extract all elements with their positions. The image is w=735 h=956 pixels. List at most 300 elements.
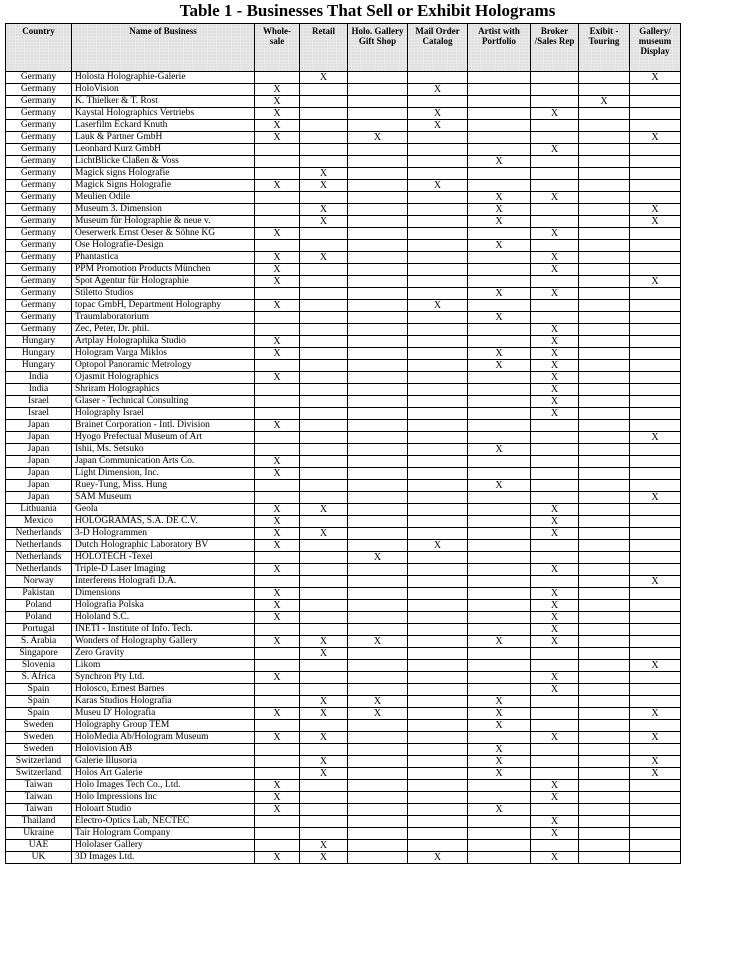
mark-cell: [531, 804, 579, 816]
country-cell: Germany: [6, 276, 72, 288]
mark-cell: [579, 792, 630, 804]
mark-cell: [408, 564, 468, 576]
mark-cell: X: [531, 792, 579, 804]
mark-cell: [408, 372, 468, 384]
mark-cell: [348, 624, 408, 636]
mark-cell: [468, 516, 531, 528]
country-cell: India: [6, 372, 72, 384]
mark-cell: [408, 444, 468, 456]
country-cell: Netherlands: [6, 564, 72, 576]
mark-cell: X: [300, 732, 348, 744]
mark-cell: [579, 72, 630, 84]
mark-cell: X: [348, 636, 408, 648]
table-row: [6, 324, 681, 336]
mark-cell: [300, 384, 348, 396]
mark-cell: [300, 624, 348, 636]
mark-cell: [348, 144, 408, 156]
mark-cell: [579, 756, 630, 768]
table-row: [6, 120, 681, 132]
mark-cell: [408, 492, 468, 504]
mark-cell: [408, 840, 468, 852]
mark-cell: [531, 480, 579, 492]
mark-cell: [579, 732, 630, 744]
mark-cell: [531, 492, 579, 504]
mark-cell: X: [300, 528, 348, 540]
mark-cell: [408, 276, 468, 288]
table-row: [6, 528, 681, 540]
mark-cell: [348, 804, 408, 816]
mark-cell: X: [255, 372, 300, 384]
mark-cell: [579, 252, 630, 264]
business-name-cell: Ojasmit Holographics: [72, 372, 255, 384]
business-name-cell: HOLOTECH -Texel: [72, 552, 255, 564]
country-cell: Switzerland: [6, 756, 72, 768]
country-cell: Japan: [6, 432, 72, 444]
mark-cell: [255, 660, 300, 672]
mark-cell: [408, 156, 468, 168]
mark-cell: [300, 324, 348, 336]
mark-cell: [408, 252, 468, 264]
mark-cell: [579, 840, 630, 852]
table-row: [6, 660, 681, 672]
mark-cell: [531, 168, 579, 180]
mark-cell: [348, 588, 408, 600]
mark-cell: X: [468, 636, 531, 648]
mark-cell: [468, 372, 531, 384]
mark-cell: [468, 132, 531, 144]
mark-cell: [348, 420, 408, 432]
mark-cell: [468, 468, 531, 480]
mark-cell: [579, 276, 630, 288]
mark-cell: [579, 300, 630, 312]
mark-cell: X: [255, 252, 300, 264]
mark-cell: [579, 396, 630, 408]
mark-cell: X: [255, 528, 300, 540]
mark-cell: [630, 396, 681, 408]
mark-cell: X: [255, 852, 300, 864]
mark-cell: [348, 612, 408, 624]
mark-cell: [300, 792, 348, 804]
mark-cell: X: [468, 312, 531, 324]
mark-cell: [630, 408, 681, 420]
mark-cell: [348, 516, 408, 528]
mark-cell: [348, 168, 408, 180]
table-row: [6, 72, 681, 84]
table-row: [6, 540, 681, 552]
mark-cell: [255, 744, 300, 756]
mark-cell: [255, 480, 300, 492]
business-name-cell: Stiletto Studios: [72, 288, 255, 300]
mark-cell: [468, 72, 531, 84]
mark-cell: [348, 108, 408, 120]
mark-cell: [255, 360, 300, 372]
mark-cell: [630, 156, 681, 168]
mark-cell: [531, 444, 579, 456]
mark-cell: [408, 516, 468, 528]
country-cell: Poland: [6, 612, 72, 624]
mark-cell: [630, 600, 681, 612]
business-name-cell: INETI - Institute of Info. Tech.: [72, 624, 255, 636]
business-table: [5, 23, 681, 864]
mark-cell: [348, 288, 408, 300]
mark-cell: [300, 432, 348, 444]
business-name-cell: Glaser - Technical Consulting: [72, 396, 255, 408]
mark-cell: [579, 312, 630, 324]
mark-cell: [348, 432, 408, 444]
mark-cell: X: [255, 348, 300, 360]
mark-cell: [408, 780, 468, 792]
table-row: [6, 648, 681, 660]
mark-cell: [348, 792, 408, 804]
mark-cell: [579, 816, 630, 828]
mark-cell: [630, 180, 681, 192]
mark-cell: X: [348, 552, 408, 564]
mark-cell: [348, 360, 408, 372]
country-cell: Switzerland: [6, 768, 72, 780]
mark-cell: [408, 168, 468, 180]
mark-cell: X: [468, 288, 531, 300]
table-row: [6, 300, 681, 312]
mark-cell: [531, 312, 579, 324]
mark-cell: [531, 576, 579, 588]
mark-cell: [579, 180, 630, 192]
mark-cell: [468, 552, 531, 564]
table-row: [6, 792, 681, 804]
business-name-cell: Traumlaboratorium: [72, 312, 255, 324]
business-name-cell: Laserfilm Eckard Knuth: [72, 120, 255, 132]
mark-cell: [255, 216, 300, 228]
mark-cell: [255, 624, 300, 636]
mark-cell: X: [255, 420, 300, 432]
table-row: [6, 708, 681, 720]
mark-cell: [630, 348, 681, 360]
mark-cell: X: [408, 300, 468, 312]
business-name-cell: Oeserwerk Ernst Oeser & Söhne KG: [72, 228, 255, 240]
mark-cell: [630, 252, 681, 264]
table-row: [6, 624, 681, 636]
mark-cell: [408, 432, 468, 444]
mark-cell: X: [255, 672, 300, 684]
mark-cell: [348, 192, 408, 204]
mark-cell: [300, 480, 348, 492]
mark-cell: [531, 768, 579, 780]
mark-cell: [300, 312, 348, 324]
mark-cell: [630, 780, 681, 792]
mark-cell: [348, 744, 408, 756]
mark-cell: [300, 612, 348, 624]
mark-cell: X: [531, 372, 579, 384]
mark-cell: [348, 396, 408, 408]
table-row: [6, 348, 681, 360]
mark-cell: [579, 372, 630, 384]
mark-cell: [468, 96, 531, 108]
mark-cell: [348, 372, 408, 384]
mark-cell: [468, 612, 531, 624]
mark-cell: [408, 696, 468, 708]
mark-cell: [348, 720, 408, 732]
table-row: [6, 840, 681, 852]
mark-cell: [408, 528, 468, 540]
mark-cell: X: [531, 396, 579, 408]
mark-cell: [468, 276, 531, 288]
mark-cell: [300, 516, 348, 528]
mark-cell: X: [468, 744, 531, 756]
mark-cell: [300, 300, 348, 312]
mark-cell: [408, 624, 468, 636]
mark-cell: [255, 144, 300, 156]
mark-cell: [630, 720, 681, 732]
mark-cell: X: [255, 540, 300, 552]
business-name-cell: Synchron Pty Ltd.: [72, 672, 255, 684]
mark-cell: [408, 648, 468, 660]
table-row: [6, 600, 681, 612]
mark-cell: [579, 228, 630, 240]
business-name-cell: Magick signs Holografie: [72, 168, 255, 180]
mark-cell: [408, 384, 468, 396]
mark-cell: X: [468, 204, 531, 216]
business-name-cell: Hologram Varga Miklos: [72, 348, 255, 360]
mark-cell: [300, 144, 348, 156]
table-row: [6, 672, 681, 684]
mark-cell: X: [630, 660, 681, 672]
mark-cell: [468, 504, 531, 516]
mark-cell: [300, 564, 348, 576]
mark-cell: [300, 120, 348, 132]
mark-cell: X: [630, 276, 681, 288]
mark-cell: X: [300, 180, 348, 192]
business-name-cell: Kaystal Holographics Vertriebs: [72, 108, 255, 120]
business-name-cell: Dimensions: [72, 588, 255, 600]
table-row: [6, 768, 681, 780]
mark-cell: [579, 720, 630, 732]
column-header-mail-order: Mail Order Catalog: [408, 24, 468, 72]
country-cell: Hungary: [6, 360, 72, 372]
mark-cell: X: [630, 732, 681, 744]
mark-cell: [531, 240, 579, 252]
country-cell: Japan: [6, 456, 72, 468]
column-header-artist-portfolio: Artist with Portfolio: [468, 24, 531, 72]
mark-cell: [579, 768, 630, 780]
business-name-cell: LichtBlicke Claßen & Voss: [72, 156, 255, 168]
mark-cell: [531, 132, 579, 144]
mark-cell: [255, 432, 300, 444]
mark-cell: [468, 792, 531, 804]
business-name-cell: SAM Museum: [72, 492, 255, 504]
mark-cell: [531, 204, 579, 216]
mark-cell: [348, 456, 408, 468]
mark-cell: [531, 744, 579, 756]
mark-cell: [630, 468, 681, 480]
country-cell: Germany: [6, 144, 72, 156]
mark-cell: X: [468, 804, 531, 816]
mark-cell: [255, 840, 300, 852]
mark-cell: [348, 252, 408, 264]
mark-cell: X: [255, 588, 300, 600]
mark-cell: [630, 504, 681, 516]
mark-cell: X: [630, 216, 681, 228]
mark-cell: [630, 300, 681, 312]
table-row: [6, 828, 681, 840]
mark-cell: X: [468, 348, 531, 360]
mark-cell: [468, 84, 531, 96]
mark-cell: X: [300, 504, 348, 516]
mark-cell: [579, 264, 630, 276]
mark-cell: [579, 432, 630, 444]
mark-cell: [348, 348, 408, 360]
mark-cell: [348, 576, 408, 588]
business-name-cell: Geola: [72, 504, 255, 516]
mark-cell: [300, 468, 348, 480]
mark-cell: X: [531, 348, 579, 360]
mark-cell: [468, 840, 531, 852]
business-name-cell: Artplay Holographika Studio: [72, 336, 255, 348]
business-name-cell: Ishii, Ms. Setsuko: [72, 444, 255, 456]
mark-cell: X: [255, 732, 300, 744]
mark-cell: [408, 480, 468, 492]
country-cell: Germany: [6, 168, 72, 180]
mark-cell: X: [531, 780, 579, 792]
mark-cell: [630, 96, 681, 108]
mark-cell: [579, 384, 630, 396]
country-cell: Germany: [6, 312, 72, 324]
column-header-broker-sales-rep: Broker /Sales Rep: [531, 24, 579, 72]
mark-cell: X: [531, 612, 579, 624]
mark-cell: [468, 648, 531, 660]
mark-cell: [408, 504, 468, 516]
mark-cell: [300, 276, 348, 288]
mark-cell: [348, 660, 408, 672]
mark-cell: [348, 840, 408, 852]
mark-cell: [300, 336, 348, 348]
mark-cell: [255, 720, 300, 732]
country-cell: Pakistan: [6, 588, 72, 600]
mark-cell: X: [300, 756, 348, 768]
mark-cell: X: [255, 108, 300, 120]
mark-cell: X: [300, 648, 348, 660]
mark-cell: [630, 636, 681, 648]
mark-cell: X: [468, 216, 531, 228]
mark-cell: [630, 228, 681, 240]
business-name-cell: Holoart Studio: [72, 804, 255, 816]
country-cell: Germany: [6, 108, 72, 120]
mark-cell: [300, 132, 348, 144]
mark-cell: [531, 552, 579, 564]
table-row: [6, 732, 681, 744]
country-cell: Germany: [6, 204, 72, 216]
mark-cell: [348, 324, 408, 336]
mark-cell: [579, 648, 630, 660]
mark-cell: X: [531, 816, 579, 828]
business-name-cell: Holo Images Tech Co., Ltd.: [72, 780, 255, 792]
mark-cell: [348, 648, 408, 660]
mark-cell: X: [255, 264, 300, 276]
country-cell: Thailand: [6, 816, 72, 828]
mark-cell: X: [468, 720, 531, 732]
mark-cell: [531, 180, 579, 192]
mark-cell: [300, 492, 348, 504]
mark-cell: [531, 96, 579, 108]
mark-cell: [300, 744, 348, 756]
mark-cell: [300, 108, 348, 120]
mark-cell: [468, 252, 531, 264]
mark-cell: [300, 84, 348, 96]
table-row: [6, 636, 681, 648]
business-name-cell: Electro-Optics Lab, NECTEC: [72, 816, 255, 828]
mark-cell: [348, 732, 408, 744]
mark-cell: [579, 192, 630, 204]
mark-cell: X: [255, 468, 300, 480]
mark-cell: [408, 216, 468, 228]
mark-cell: X: [300, 168, 348, 180]
mark-cell: [408, 348, 468, 360]
column-header-exhibit-touring: Exibit - Touring: [579, 24, 630, 72]
mark-cell: X: [630, 72, 681, 84]
mark-cell: [630, 564, 681, 576]
mark-cell: [300, 552, 348, 564]
mark-cell: [630, 168, 681, 180]
mark-cell: [408, 288, 468, 300]
mark-cell: X: [531, 600, 579, 612]
table-row: [6, 384, 681, 396]
business-name-cell: topac GmbH, Department Holography: [72, 300, 255, 312]
mark-cell: [348, 216, 408, 228]
mark-cell: [300, 360, 348, 372]
business-name-cell: Holosco, Ernest Barnes: [72, 684, 255, 696]
business-name-cell: 3-D Hologrammen: [72, 528, 255, 540]
mark-cell: [348, 312, 408, 324]
country-cell: UK: [6, 852, 72, 864]
mark-cell: X: [255, 456, 300, 468]
mark-cell: [468, 672, 531, 684]
business-name-cell: Hyogo Prefectual Museum of Art: [72, 432, 255, 444]
country-cell: Germany: [6, 288, 72, 300]
mark-cell: X: [630, 576, 681, 588]
mark-cell: X: [468, 240, 531, 252]
mark-cell: [255, 756, 300, 768]
mark-cell: X: [300, 708, 348, 720]
table-row: [6, 612, 681, 624]
mark-cell: [579, 624, 630, 636]
mark-cell: [408, 420, 468, 432]
table-row: [6, 588, 681, 600]
mark-cell: [579, 204, 630, 216]
table-row: [6, 372, 681, 384]
business-name-cell: Interferens Holografi D.A.: [72, 576, 255, 588]
mark-cell: [348, 780, 408, 792]
mark-cell: [348, 276, 408, 288]
mark-cell: [630, 192, 681, 204]
mark-cell: [579, 120, 630, 132]
mark-cell: [579, 684, 630, 696]
mark-cell: [408, 576, 468, 588]
mark-cell: [468, 492, 531, 504]
table-row: [6, 744, 681, 756]
mark-cell: [300, 264, 348, 276]
mark-cell: [300, 372, 348, 384]
mark-cell: X: [300, 252, 348, 264]
mark-cell: [348, 228, 408, 240]
mark-cell: [579, 108, 630, 120]
mark-cell: X: [255, 336, 300, 348]
country-cell: S. Arabia: [6, 636, 72, 648]
mark-cell: [630, 384, 681, 396]
mark-cell: X: [255, 636, 300, 648]
mark-cell: X: [531, 192, 579, 204]
business-name-cell: Meulien Odile: [72, 192, 255, 204]
mark-cell: [408, 552, 468, 564]
country-cell: Germany: [6, 156, 72, 168]
mark-cell: X: [468, 768, 531, 780]
